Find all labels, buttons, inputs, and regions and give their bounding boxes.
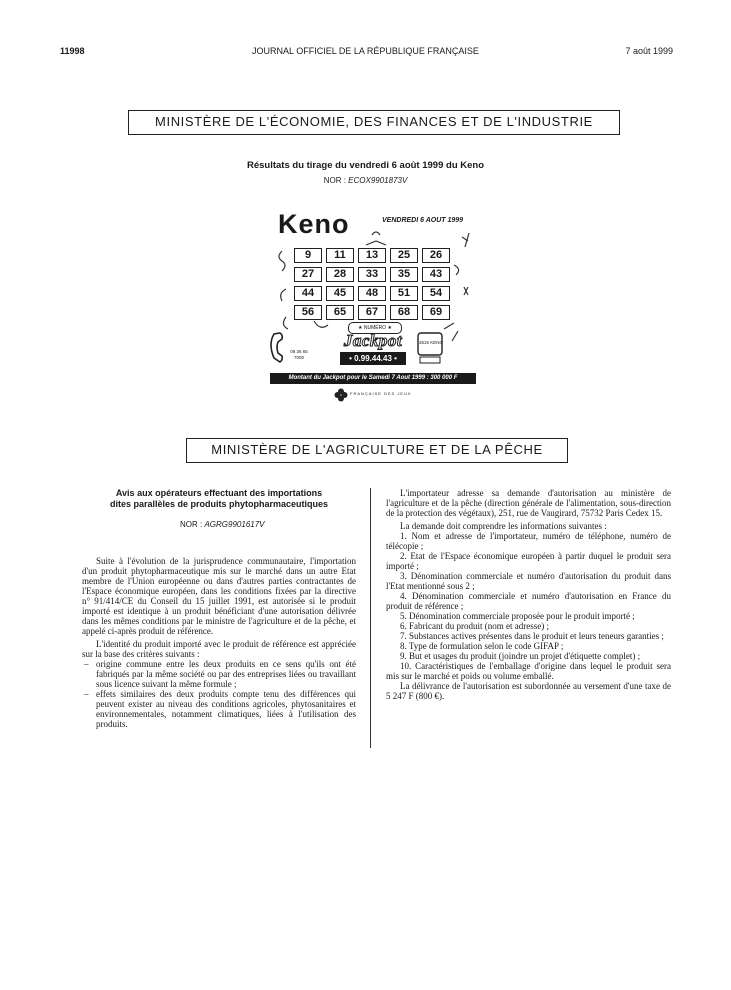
journal-title: JOURNAL OFFICIEL DE LA RÉPUBLIQUE FRANÇAISE	[252, 46, 479, 56]
avis-nor-label: NOR :	[180, 520, 203, 529]
jackpot-panel	[338, 322, 408, 367]
paragraph: La demande doit comprendre les informations suivantes :	[400, 521, 607, 531]
paragraph: Suite à l'évolution de la jurisprudence communautaire, l'importation d'un produit phytopharmaceutique mis sur le marché dans un autre Etat membre de l'Union européenne ou dans d'autres parties contractantes de l'Espace économique européen, dans les conditions fixées par la directive n° 91/414/CE du Conseil du 15 juillet 1991, est autorisée si le produit importé est identique à un produit bénéficiant d'une autorisation délivrée dans les mêmes conditions par le ministre de l'agriculture et de la pêche, et appelé ci-après produit de référence.	[82, 556, 356, 636]
keno-number: 65	[326, 305, 354, 320]
paragraph: L'identité du produit importé avec le produit de référence est appréciée sur la base des critères suivants :	[82, 639, 356, 659]
keno-number: 28	[326, 267, 354, 282]
keno-number: 27	[294, 267, 322, 282]
keno-ticket	[264, 205, 484, 410]
ministry-economy-heading: MINISTÈRE DE L'ÉCONOMIE, DES FINANCES ET DE L'INDUSTRIE	[128, 110, 620, 135]
list-item-text: origine commune entre les deux produits en ce sens qu'ils ont été fabriqués par la même société ou par des entreprises liées ou travaillant sous licence suivant la même formule ;	[96, 659, 356, 689]
avis-nor	[180, 520, 265, 529]
keno-number: 9	[294, 248, 322, 263]
keno-number: 43	[422, 267, 450, 282]
paragraph: L'importateur adresse sa demande d'autorisation au ministère de l'agriculture et de la pêche (direction générale de l'alimentation, sous-direction de la protection des végétaux), 251, rue de Vaugirard, 75732 Paris Cedex 15.	[386, 488, 671, 518]
column-divider	[370, 488, 371, 748]
keno-number: 25	[390, 248, 418, 263]
keno-number: 45	[326, 286, 354, 301]
list-item: 4. Dénomination commerciale et numéro d'autorisation en France du produit de référence ;	[386, 591, 671, 611]
list-item: 3. Dénomination commerciale et numéro d'autorisation du produit dans l'Etat mentionné sous 2 ;	[386, 571, 671, 591]
list-item: 7. Substances actives présentes dans le produit et leurs teneurs garanties ;	[400, 631, 664, 641]
keno-number: 54	[422, 286, 450, 301]
keno-number: 26	[422, 248, 450, 263]
keno-nor-label: NOR :	[323, 176, 346, 185]
list-item: 10. Caractéristiques de l'emballage d'origine dans lequel le produit sera mis sur le marché et poids ou volume emballé.	[386, 661, 671, 681]
keno-number: 67	[358, 305, 386, 320]
list-item: 2. Etat de l'Espace économique européen à partir duquel le produit sera importé ;	[386, 551, 671, 571]
minitel-code: 3615 KENO	[419, 340, 444, 345]
list-item: 1. Nom et adresse de l'importateur, numéro de téléphone, numéro de télécopie ;	[386, 531, 671, 551]
issue-date: 7 août 1999	[625, 46, 673, 56]
avis-nor-code: AGRG9901617V	[204, 520, 265, 529]
jackpot-number: • 0.99.44.43 •	[340, 352, 406, 365]
left-column	[82, 556, 356, 729]
keno-number: 48	[358, 286, 386, 301]
keno-number: 68	[390, 305, 418, 320]
right-column	[386, 488, 671, 701]
keno-number: 13	[358, 248, 386, 263]
keno-number: 33	[358, 267, 386, 282]
list-item: 5. Dénomination commerciale proposée pour le produit importé ;	[400, 611, 635, 621]
keno-draw-date: VENDREDI 6 AOUT 1999	[382, 217, 464, 224]
avis-title-line: dites parallèles de produits phytopharmaceutiques	[109, 499, 329, 509]
minitel-icon	[416, 327, 446, 367]
list-item-text: effets similaires des deux produits compte tenu des différences qui peuvent exister au niveau des conditions agricoles, phytosanitaires et environnementales, notamment climatiques, liées à l'utilisation des produits.	[96, 689, 356, 729]
keno-number-grid	[294, 248, 452, 320]
avis-title-line: Avis aux opérateurs effectuant des importations	[115, 488, 323, 498]
list-item: – origine commune entre les deux produits en ce sens qu'ils ont été fabriqués par la même société ou par des entreprises liées ou travaillant sous licence suivant la même formule ;	[84, 659, 356, 689]
list-item: 6. Fabricant du produit (nom et adresse) ;	[400, 621, 549, 631]
keno-results-title: Résultats du tirage du vendredi 6 août 1999 du Keno	[246, 160, 485, 171]
jackpot-logo: Jackpot	[343, 331, 403, 350]
jackpot-number-label: ★ NUMÉRO ★	[348, 322, 402, 334]
keno-number: 69	[422, 305, 450, 320]
keno-number: 35	[390, 267, 418, 282]
page-number: 11998	[60, 46, 85, 56]
list-item: 8. Type de formulation selon le code GIFAP ;	[400, 641, 564, 651]
fdj-label: FRANÇAISE DES JEUX	[350, 391, 412, 396]
keno-number: 56	[294, 305, 322, 320]
phone-number: 08 36 65 7000	[290, 349, 308, 360]
avis-title	[88, 488, 350, 510]
list-item: – effets similaires des deux produits compte tenu des différences qui peuvent exister au niveau des conditions agricoles, phytosanitaires et environnementales, notamment climatiques, liées à l'utilisation des produits.	[84, 689, 356, 729]
keno-logo: Keno	[278, 209, 350, 239]
keno-number: 51	[390, 286, 418, 301]
keno-nor	[0, 176, 731, 185]
ministry-agriculture-heading: MINISTÈRE DE L'AGRICULTURE ET DE LA PÊCHE	[186, 438, 568, 463]
paragraph: La délivrance de l'autorisation est subordonnée au versement d'une taxe de 5 247 F (800 €).	[386, 681, 671, 701]
keno-number: 11	[326, 248, 354, 263]
clover-icon	[334, 388, 348, 402]
list-item: 9. But et usages du produit (joindre un projet d'étiquette complet) ;	[400, 651, 641, 661]
jackpot-amount-banner: Montant du Jackpot pour le Samedi 7 Aout 1999 : 300 000 F	[270, 373, 476, 384]
keno-nor-code: ECOX9901873V	[348, 176, 408, 185]
keno-number: 44	[294, 286, 322, 301]
